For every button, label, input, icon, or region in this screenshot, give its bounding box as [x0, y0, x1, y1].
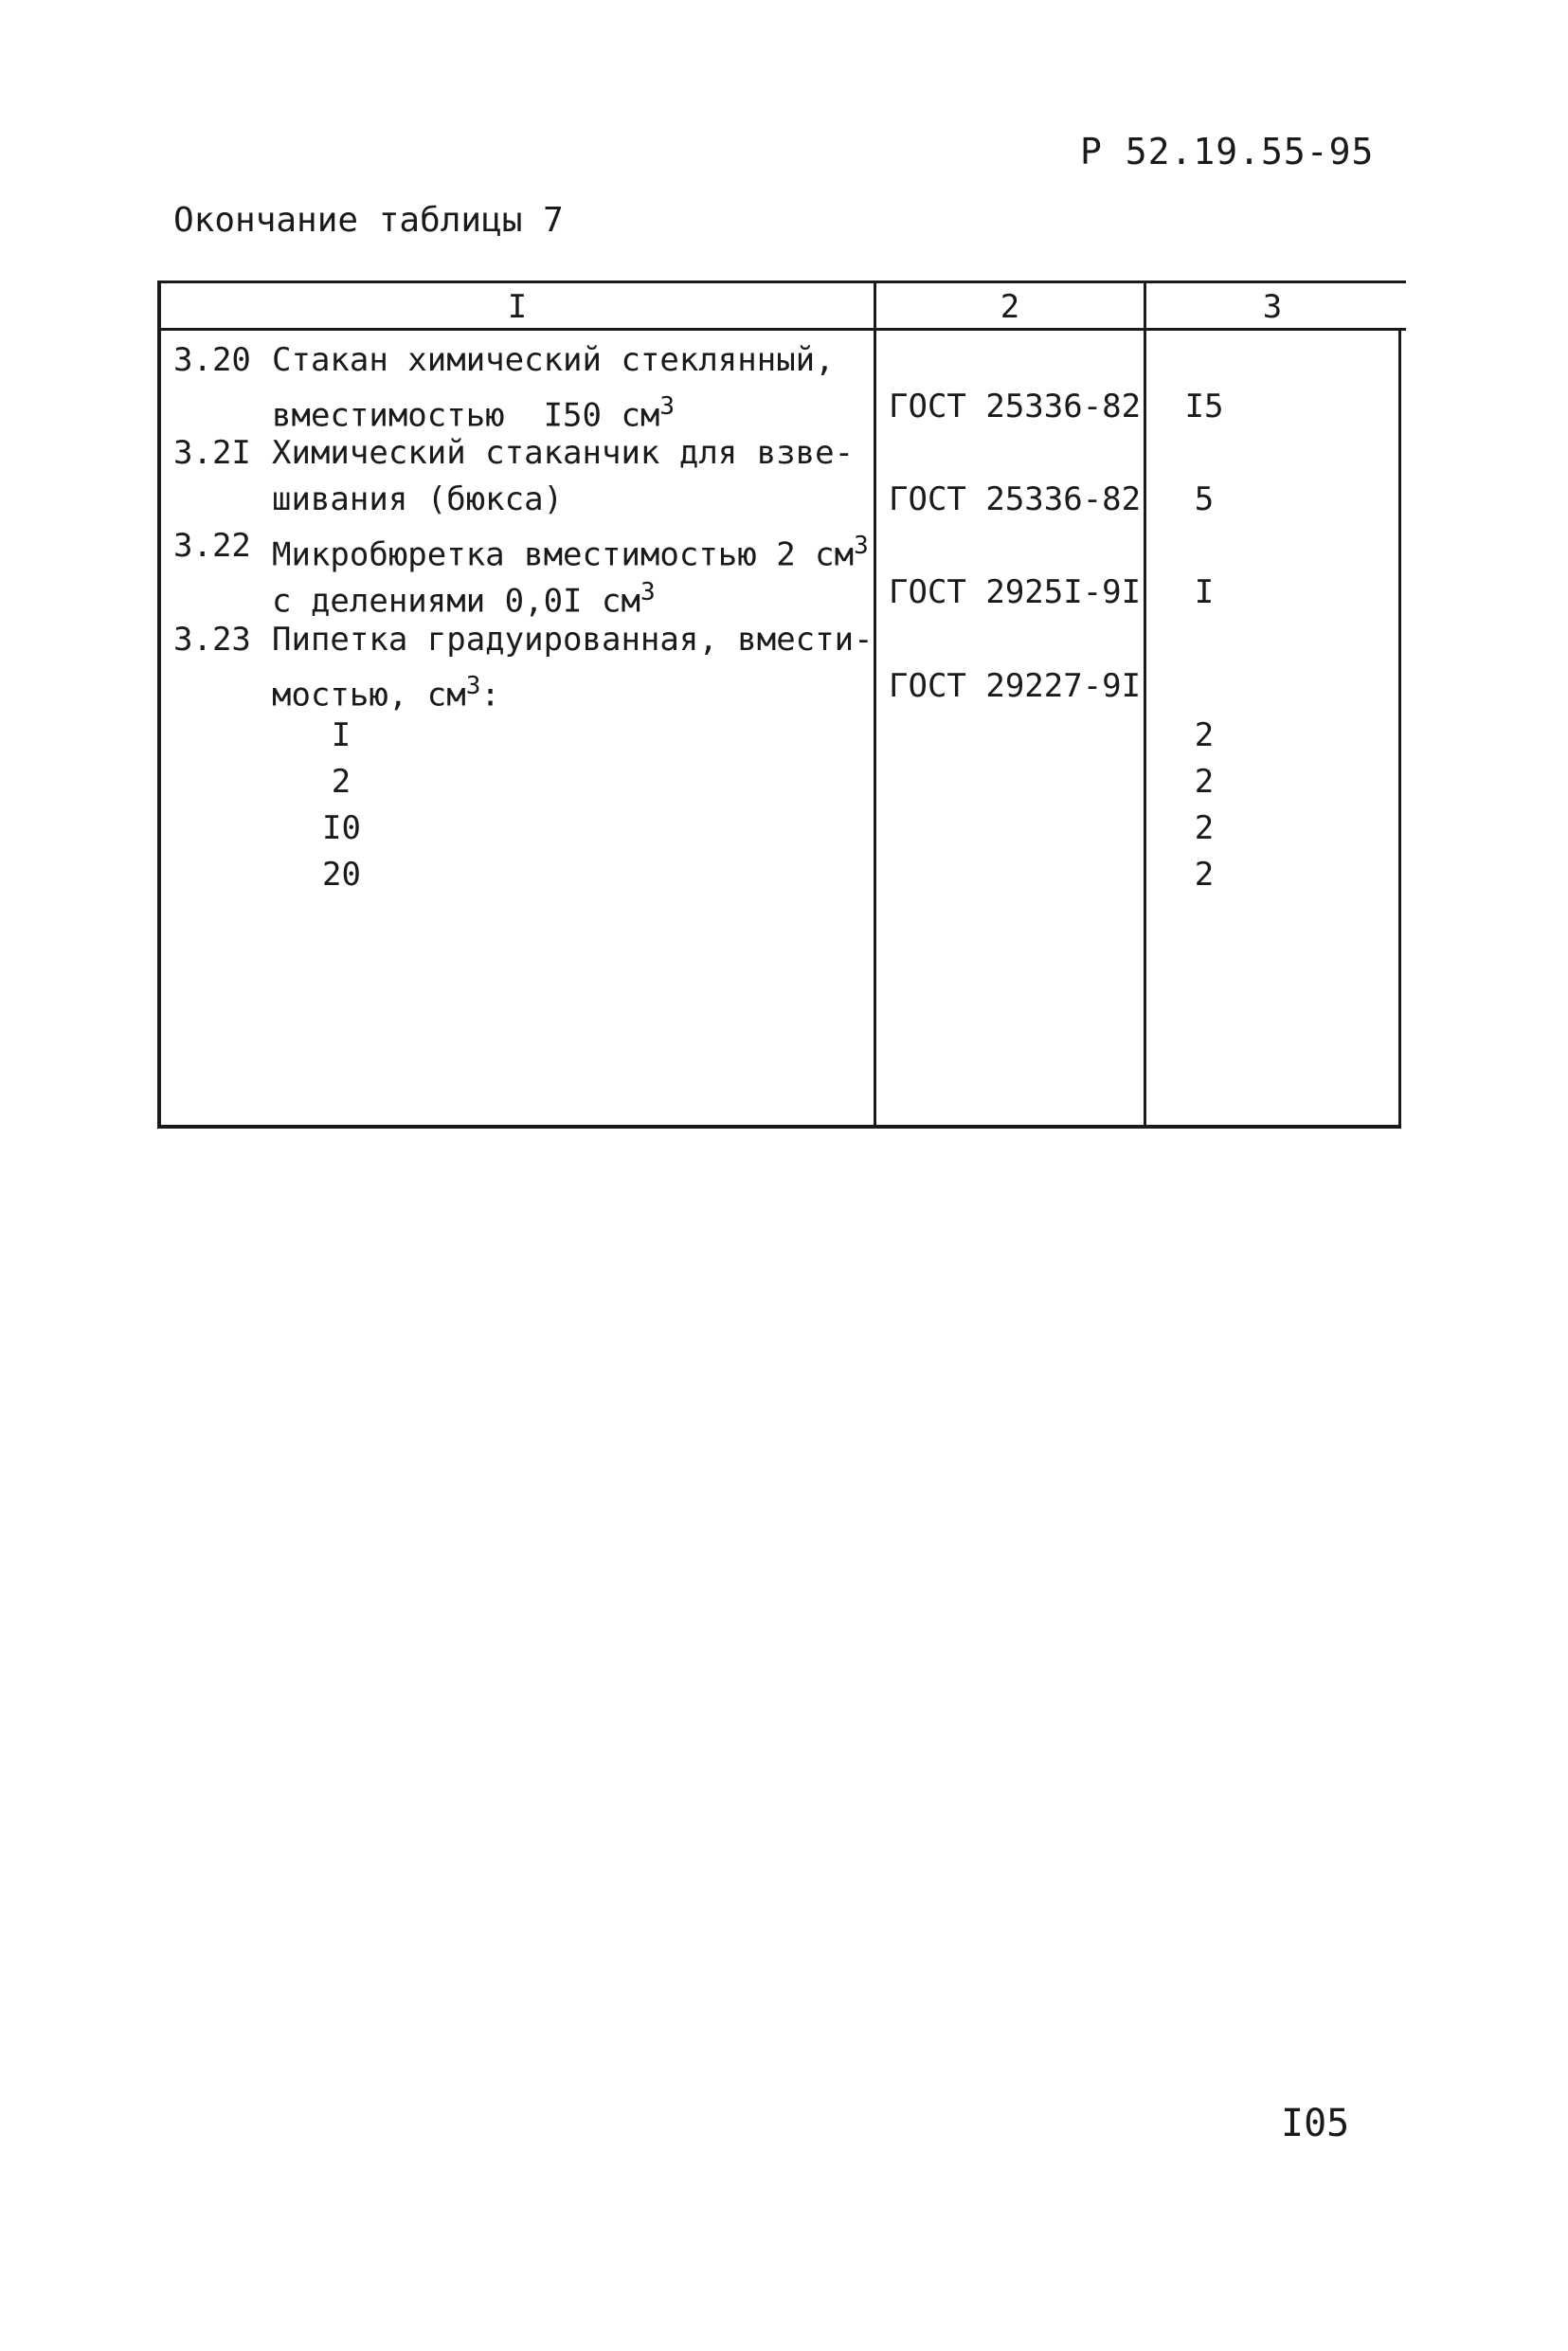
- row-description-line: Микробюретка вместимостью 2 $см^3$: [272, 532, 869, 574]
- page-number: I05: [1281, 2102, 1350, 2145]
- row-quantity: I5: [1184, 388, 1224, 425]
- sub-row-volume: I0: [322, 809, 361, 847]
- row-number: 3.2I: [173, 434, 251, 472]
- sub-row-quantity: 2: [1194, 763, 1215, 801]
- row-number: 3.23: [173, 621, 251, 659]
- row-description-line: Стакан химический стеклянный,: [272, 341, 835, 379]
- sub-row-volume: 20: [322, 856, 361, 894]
- superscript: 3: [659, 392, 676, 421]
- row-description-line: с делениями 0,0I $см^3$: [272, 578, 656, 621]
- superscript: 3: [640, 578, 656, 606]
- sub-row-quantity: 2: [1194, 856, 1215, 894]
- row-standard: ГОСТ 2925I-9I: [889, 573, 1142, 611]
- row-description-line: вместимостью I50 $см^3$: [272, 392, 676, 435]
- table-border-bottom: [159, 1125, 1400, 1129]
- row-number: 3.22: [173, 527, 251, 565]
- column-header-1: I: [507, 288, 528, 326]
- row-description-line: Химический стаканчик для взве-: [272, 434, 855, 472]
- row-description-line: Пипетка градуированная, вмести-: [272, 621, 874, 659]
- column-header-2: 2: [1000, 288, 1020, 326]
- row-standard: ГОСТ 29227-9I: [889, 667, 1142, 705]
- document-code: Р 52.19.55-95: [1080, 131, 1375, 172]
- table-border-top: [157, 280, 1406, 283]
- table-column-divider-1: [874, 280, 876, 1129]
- row-description-line: мостью, $см^3$:: [272, 672, 500, 714]
- superscript: 3: [854, 532, 869, 560]
- table-border-right: [1398, 328, 1401, 1129]
- row-quantity: I: [1194, 573, 1215, 611]
- row-standard: ГОСТ 25336-82: [889, 388, 1142, 425]
- row-number: 3.20: [173, 341, 251, 379]
- superscript: 3: [465, 672, 481, 700]
- table-column-divider-2: [1144, 280, 1146, 1129]
- table-caption: Окончание таблицы 7: [173, 201, 564, 240]
- row-description-line: шивания (бюкса): [272, 480, 564, 518]
- sub-row-quantity: 2: [1194, 809, 1215, 847]
- sub-row-quantity: 2: [1194, 716, 1215, 754]
- row-quantity: 5: [1194, 480, 1215, 518]
- sub-row-volume: I: [331, 716, 351, 754]
- column-header-3: 3: [1262, 288, 1283, 326]
- table-border-left: [157, 280, 161, 1129]
- table-header-divider: [157, 328, 1406, 331]
- row-standard: ГОСТ 25336-82: [889, 480, 1142, 518]
- sub-row-volume: 2: [331, 763, 351, 801]
